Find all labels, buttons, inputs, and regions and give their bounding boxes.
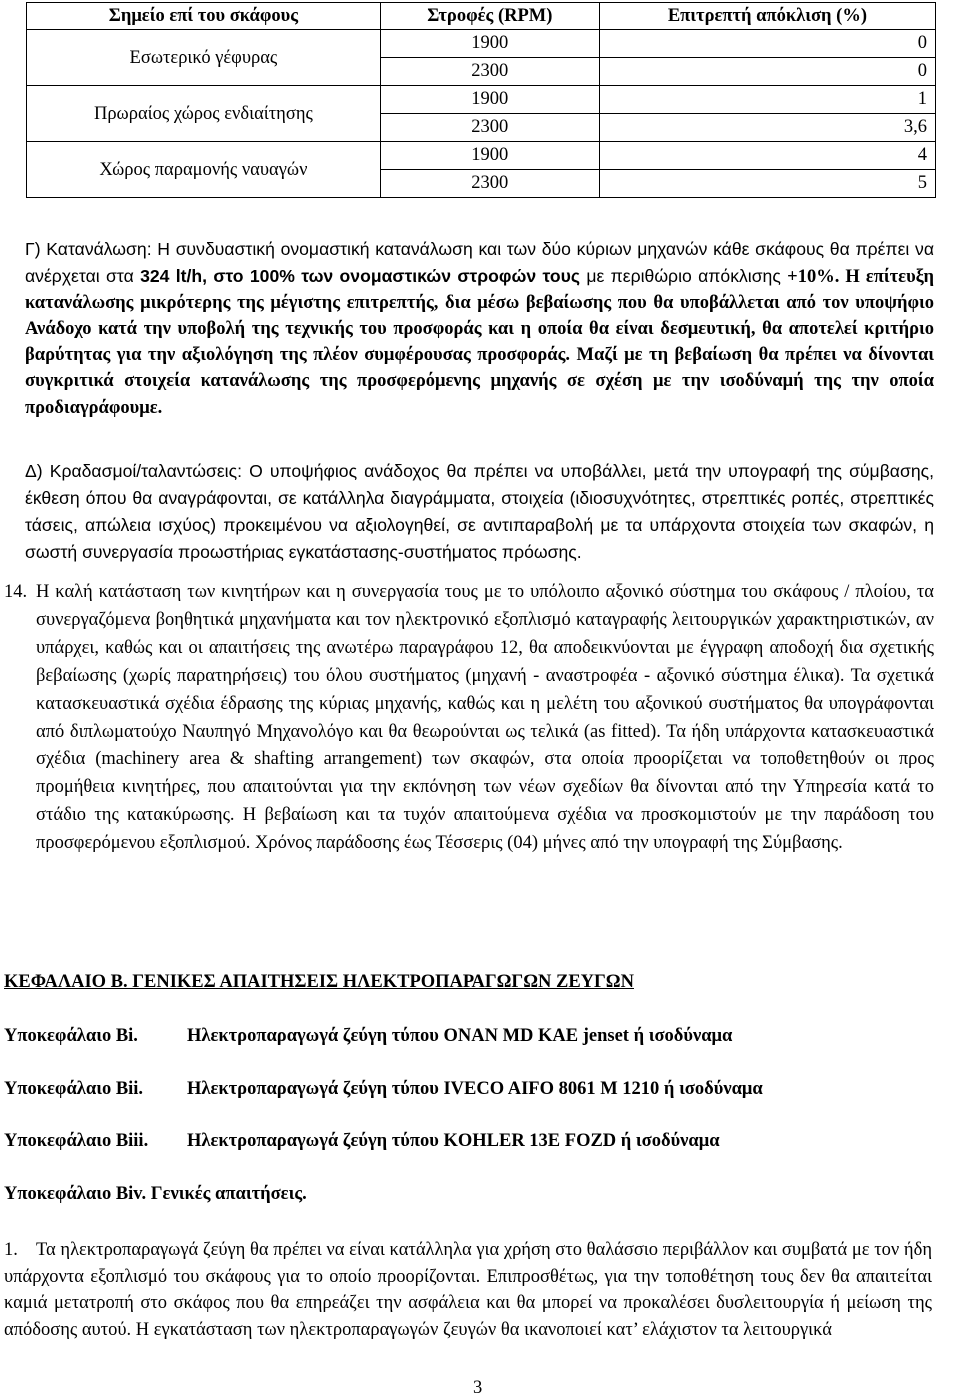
rpm-cell: 2300 bbox=[380, 114, 599, 142]
rpm-cell: 2300 bbox=[380, 58, 599, 86]
item-text: Τα ηλεκτροπαραγωγά ζεύγη θα πρέπει να είναι κατάλληλα για χρήση στο θαλάσσιο περιβάλλον και συμβατά με τον ήδη υπάρχοντα εξοπλισμό του σκάφους για το οποίο προορίζονται. Επιπροσθέτως, για την τοποθέτηση τους δεν θα απαιτείται καμιά μετατροπή στο σκάφος που θα επηρεάζει την ασφάλεια και θα μπορεί να προκαλέσει δυσλειτουργία ή μείωση της απόδοσης αυτού. Η εγκατάσταση των ηλεκτροπαραγωγών ζευγών θα ικανοποιεί κατ’ ελάχιστον τα λειτουργικά bbox=[4, 1240, 932, 1340]
consumption-label: Γ) Κατανάλωση: bbox=[25, 239, 152, 259]
section-consumption bbox=[25, 236, 934, 421]
subchapter-title: Ηλεκτροπαραγωγά ζεύγη τύπου IVECO AIFO 8061 M 1210 ή ισοδύναμα bbox=[187, 1079, 763, 1099]
rpm-cell: 1900 bbox=[380, 30, 599, 58]
rpm-deviation-table bbox=[26, 2, 936, 198]
table-row bbox=[27, 30, 936, 58]
consumption-mid: με περιθώριο απόκλισης bbox=[579, 266, 788, 287]
location-cell: Εσωτερικό γέφυρας bbox=[27, 30, 381, 86]
column-header-deviation: Επιτρεπτή απόκλιση (%) bbox=[599, 3, 935, 30]
table-header-row bbox=[27, 3, 936, 30]
deviation-cell: 3,6 bbox=[599, 114, 935, 142]
column-header-rpm: Στροφές (RPM) bbox=[380, 3, 599, 30]
subchapter-title: Ηλεκτροπαραγωγά ζεύγη τύπου ΟΝΑΝ MD KAE jenset ή ισοδύναμα bbox=[187, 1026, 733, 1046]
subchapter-bii bbox=[4, 1079, 763, 1100]
consumption-intro: Η συνδυαστική ονομαστική κατανάλωση και των δύο κύριων μηχανών κάθε σκάφους θα πρέπει να ανέρχεται στα bbox=[25, 239, 934, 287]
item-1 bbox=[4, 1237, 932, 1343]
consumption-value: 324 lt/h, στο 100% των ονομαστικών στροφών τους bbox=[140, 266, 580, 287]
item-number: 14. bbox=[4, 582, 28, 602]
page-number: 3 bbox=[473, 1378, 483, 1398]
table-row bbox=[27, 142, 936, 170]
rpm-cell: 1900 bbox=[380, 142, 599, 170]
vibrations-label: Δ) Κραδασμοί/ταλαντώσεις: bbox=[25, 461, 242, 481]
table-row bbox=[27, 86, 936, 114]
vibrations-text: Ο υποψήφιος ανάδοχος θα πρέπει να υποβάλλει, μετά την υπογραφή της σύμβασης, έκθεση όπου θα αναγράφονται, σε κατάλληλα διαγράμματα, στοιχεία (ιδιοσυχνότητες, στρεπτικές ροπές, στρεπτικές τάσεις, απώλεια ισχύος) προκειμένου να αξιολογηθεί, σε αντιπαραβολή με τα υπάρχοντα στοιχεία των σκαφών, η σωστή συνεργασία προωστήριας εγκατάστασης-συστήματος πρόωσης. bbox=[25, 461, 934, 563]
rpm-cell: 2300 bbox=[380, 170, 599, 198]
item-text: Η καλή κατάσταση των κινητήρων και η συνεργασία τους με το υπόλοιπο αξονικό σύστημα του σκάφους / πλοίου, τα συνεργαζόμενα βοηθητικά μηχανήματα και τον ηλεκτρονικό εξοπλισμό καταγραφής λειτουργικών χαρακτηριστικών, αν υπάρχει, καθώς και οι απαιτήσεις της ανωτέρω παραγράφου 12, θα αποδεικνύονται με έγγραφη αποδοχή δια σχετικής βεβαίωσης (χωρίς παρατηρήσεις) του όλου συστήματος (μηχανή - αναστροφέα - αξονικό σύστημα έλικα). Τα σχετικά κατασκευαστικά σχέδια έδρασης της κύριας μηχανής, καθώς και η μελέτη του αξονικού συστήματος θα υπογράφονται από διπλωματούχο Ναυπηγό Μηχανολόγο και θα θεωρούνται ως τελικά (as fitted). Τα ήδη υπάρχοντα κατασκευαστικά σχέδια (machinery area & shafting arrangement) των σκαφών, στα οποία προορίζεται να τοποθετηθούν οι προς προμήθεια κινητήρες, που απαιτούνται για την εκπόνηση των νέων σχεδίων θα δίνονται από την Υπηρεσία κατά το στάδιο της κατακύρωσης. Η βεβαίωση και τα τυχόν απαιτούμενα σχέδια να προσκομιστούν με την παράδοση του προσφερόμενου εξοπλισμού. Χρόνος παράδοσης έως Τέσσερις (04) μήνες από την υπογραφή της Σύμβασης. bbox=[36, 582, 934, 854]
subchapter-label: Υποκεφάλαιο Biv. bbox=[4, 1184, 147, 1204]
subchapter-label: Υποκεφάλαιο Bi. bbox=[4, 1026, 138, 1046]
chapter-heading: ΚΕΦΑΛΑΙΟ Β. ΓΕΝΙΚΕΣ ΑΠΑΙΤΗΣΕΙΣ ΗΛΕΚΤΡΟΠΑΡΑΓΩΓΩΝ ΖΕΥΓΩΝ bbox=[4, 972, 634, 992]
rpm-cell: 1900 bbox=[380, 86, 599, 114]
subchapter-bi bbox=[4, 1026, 732, 1047]
subchapter-title: Γενικές απαιτήσεις. bbox=[150, 1184, 307, 1204]
consumption-tolerance: +10%. bbox=[787, 267, 840, 288]
section-vibrations bbox=[25, 458, 934, 566]
subchapter-label: Υποκεφάλαιο Bii. bbox=[4, 1079, 144, 1099]
deviation-cell: 4 bbox=[599, 142, 935, 170]
subchapter-label: Υποκεφάλαιο Biii. bbox=[4, 1131, 149, 1151]
item-14 bbox=[4, 579, 934, 858]
column-header-location: Σημείο επί του σκάφους bbox=[27, 3, 381, 30]
item-number: 1. bbox=[4, 1240, 18, 1260]
location-cell: Πρωραίος χώρος ενδιαίτησης bbox=[27, 86, 381, 142]
deviation-cell: 0 bbox=[599, 58, 935, 86]
subchapter-biv bbox=[4, 1184, 307, 1205]
subchapter-title: Ηλεκτροπαραγωγά ζεύγη τύπου KOHLER 13E FOZD ή ισοδύναμα bbox=[187, 1131, 720, 1151]
deviation-cell: 0 bbox=[599, 30, 935, 58]
deviation-cell: 5 bbox=[599, 170, 935, 198]
consumption-criteria-text: Η επίτευξη κατανάλωσης μικρότερης της μέγιστης επιτρεπτής, δια μέσω βεβαίωσης που θα υποβάλλεται από τον υποψήφιο Ανάδοχο κατά την υποβολή της τεχνικής του προσφοράς και η οποία θα είναι δεσμευτική, θα αποτελεί κριτήριο βαρύτητας για την αξιολόγηση της πλέον συμφέρουσας προσφοράς. Μαζί με τη βεβαίωση θα πρέπει να δίνονται συγκριτικά στοιχεία κατανάλωσης της προσφερόμενης μηχανής σε σχέση με την ισοδύναμή της την οποία προδιαγράφουμε. bbox=[25, 267, 935, 418]
location-cell: Χώρος παραμονής ναυαγών bbox=[27, 142, 381, 198]
subchapter-biii bbox=[4, 1131, 720, 1152]
deviation-cell: 1 bbox=[599, 86, 935, 114]
